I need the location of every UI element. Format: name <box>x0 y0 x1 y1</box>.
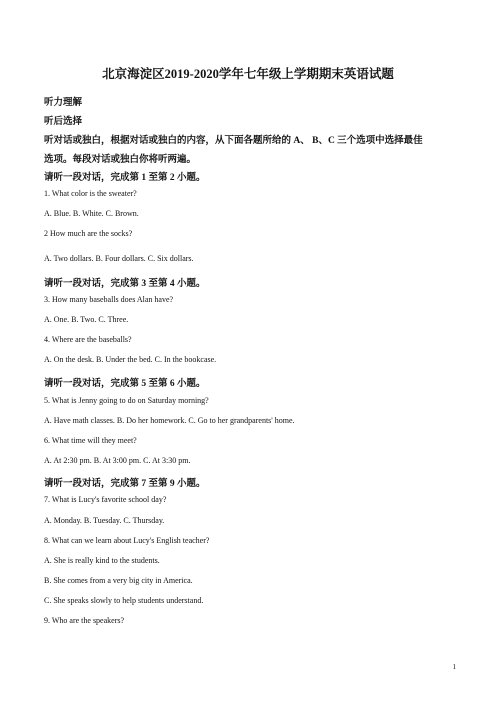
group-heading-4: 请听一段对话，完成第 7 至第 9 小题。 <box>44 479 206 489</box>
group-heading-3: 请听一段对话，完成第 5 至第 6 小题。 <box>44 379 206 389</box>
question-2-options: A. Two dollars. B. Four dollars. C. Six dollars. <box>44 254 194 263</box>
question-2: 2 How much are the socks? <box>44 229 133 238</box>
page-title: 北京海淀区2019-2020学年七年级上学期期末英语试题 <box>102 67 394 81</box>
instruction-line-2: 选项。每段对话或独白你将听两遍。 <box>44 155 197 165</box>
page-number: 1 <box>452 663 456 671</box>
question-7-options: A. Monday. B. Tuesday. C. Thursday. <box>44 516 165 525</box>
question-5: 5. What is Jenny going to do on Saturday morning? <box>44 396 209 405</box>
question-9: 9. Who are the speakers? <box>44 616 125 625</box>
question-8-option-a: A. She is really kind to the students. <box>44 556 160 565</box>
instruction-line-1: 听对话或独白，根据对话或独白的内容，从下面各题所给的 A、 B、C 三个选项中选择最佳 <box>44 136 423 146</box>
subsection-heading: 听后选择 <box>44 117 83 127</box>
section-heading: 听力理解 <box>44 98 83 108</box>
question-1: 1. What color is the sweater? <box>44 189 137 198</box>
question-5-options: A. Have math classes. B. Do her homework. C. Go to her grandparents' home. <box>44 416 295 425</box>
question-4-options: A. On the desk. B. Under the bed. C. In the bookcase. <box>44 355 217 364</box>
question-6-options: A. At 2:30 pm. B. At 3:00 pm. C. At 3:30 pm. <box>44 456 191 465</box>
group-heading-2: 请听一段对话，完成第 3 至第 4 小题。 <box>44 279 206 289</box>
group-heading-1: 请听一段对话，完成第 1 至第 2 小题。 <box>44 173 206 183</box>
question-3-options: A. One. B. Two. C. Three. <box>44 315 129 324</box>
question-6: 6. What time will they meet? <box>44 436 137 445</box>
question-8: 8. What can we learn about Lucy's English teacher? <box>44 536 210 545</box>
question-3: 3. How many baseballs does Alan have? <box>44 295 174 304</box>
question-7: 7. What is Lucy's favorite school day? <box>44 495 167 504</box>
question-8-option-b: B. She comes from a very big city in America. <box>44 576 193 585</box>
question-4: 4. Where are the baseballs? <box>44 335 132 344</box>
question-1-options: A. Blue. B. White. C. Brown. <box>44 209 139 218</box>
question-8-option-c: C. She speaks slowly to help students understand. <box>44 596 204 605</box>
